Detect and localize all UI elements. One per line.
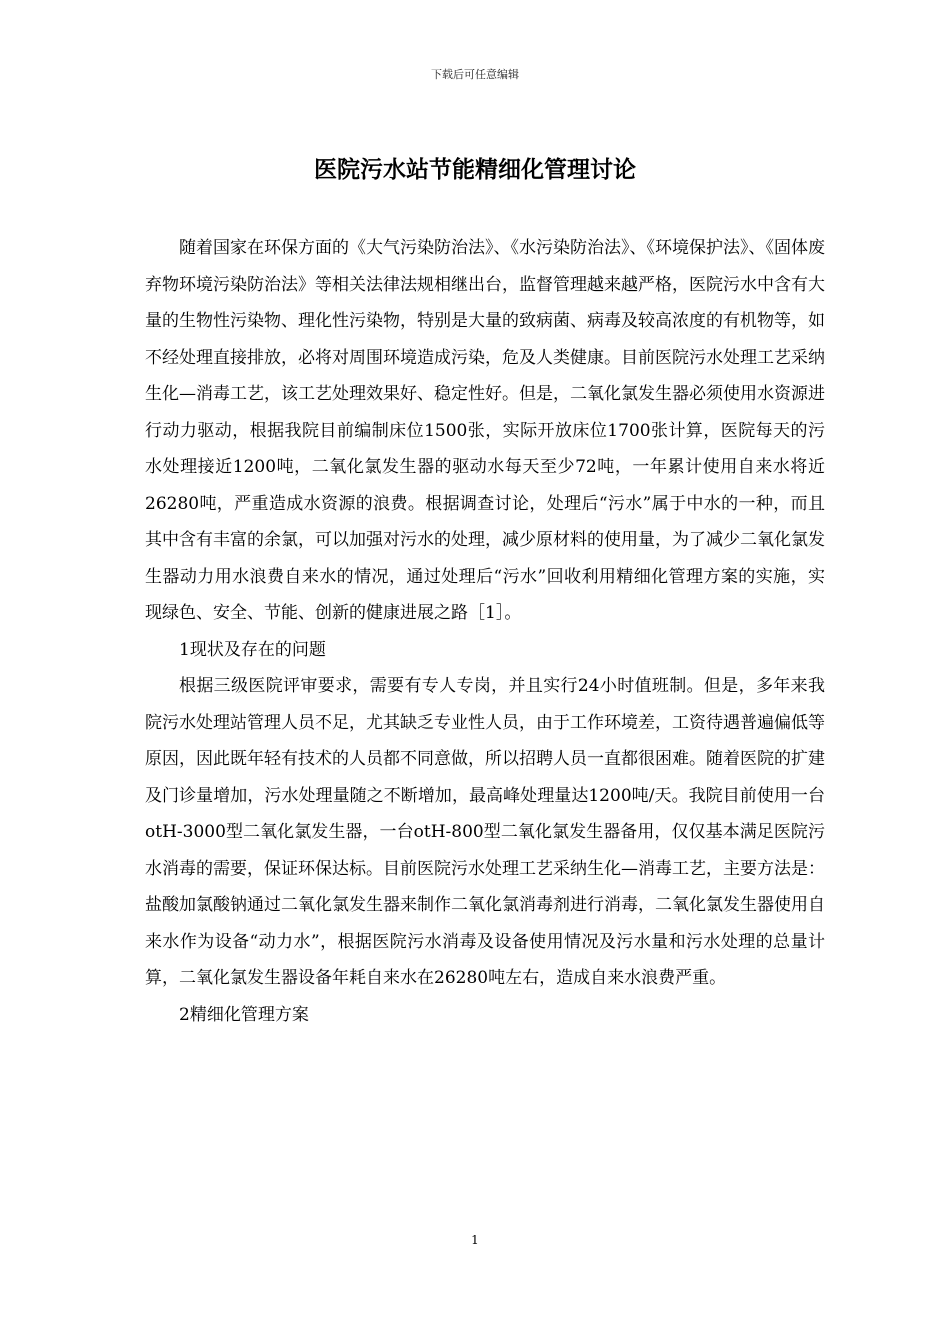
section-heading-1: 1现状及存在的问题: [179, 639, 326, 660]
document-body: [145, 230, 825, 1033]
section-heading-2: 2精细化管理方案: [179, 1004, 309, 1025]
page-number: 1: [471, 1233, 479, 1247]
page-header: 下载后可任意编辑: [431, 68, 519, 81]
paragraph-intro: 随着国家在环保方面的《大气污染防治法》、《水污染防治法》、《环境保护法》、《固体废弃物环境污染防治法》等相关法律法规相继出台，监督管理越来越严格，医院污水中含有大量的生物性污染物、理化性污染物，特别是大量的致病菌、病毒及较高浓度的有机物等，如不经处理直接排放，必将对周围环境造成污染，危及人类健康。目前医院污水处理工艺采纳生化—消毒工艺，该工艺处理效果好、稳定性好。但是，二氧化氯发生器必须使用水资源进行动力驱动，根据我院目前编制床位1500张，实际开放床位1700张计算，医院每天的污水处理接近1200吨，二氧化氯发生器的驱动水每天至少72吨，一年累计使用自来水将近26280吨，严重造成水资源的浪费。根据调查讨论，处理后“污水”属于中水的一种，而且其中含有丰富的余氯，可以加强对污水的处理，减少原材料的使用量，为了减少二氧化氯发生器动力用水浪费自来水的情况，通过处理后“污水”回收利用精细化管理方案的实施，实现绿色、安全、节能、创新的健康进展之路［1］。: [145, 238, 825, 623]
document-title: 医院污水站节能精细化管理讨论: [314, 157, 636, 183]
paragraph-status: 根据三级医院评审要求，需要有专人专岗，并且实行24小时值班制。但是，多年来我院污水处理站管理人员不足，尤其缺乏专业性人员，由于工作环境差，工资待遇普遍偏低等原因，因此既年轻有技术的人员都不同意做，所以招聘人员一直都很困难。随着医院的扩建及门诊量增加，污水处理量随之不断增加，最高峰处理量达1200吨/天。我院目前使用一台otH-3000型二氧化氯发生器，一台otH-800型二氧化氯发生器备用，仅仅基本满足医院污水消毒的需要，保证环保达标。目前医院污水处理工艺采纳生化—消毒工艺，主要方法是：盐酸加氯酸钠通过二氧化氯发生器来制作二氧化氯消毒剂进行消毒，二氧化氯发生器使用自来水作为设备“动力水”，根据医院污水消毒及设备使用情况及污水量和污水处理的总量计算，二氧化氯发生器设备年耗自来水在26280吨左右，造成自来水浪费严重。: [145, 676, 825, 988]
